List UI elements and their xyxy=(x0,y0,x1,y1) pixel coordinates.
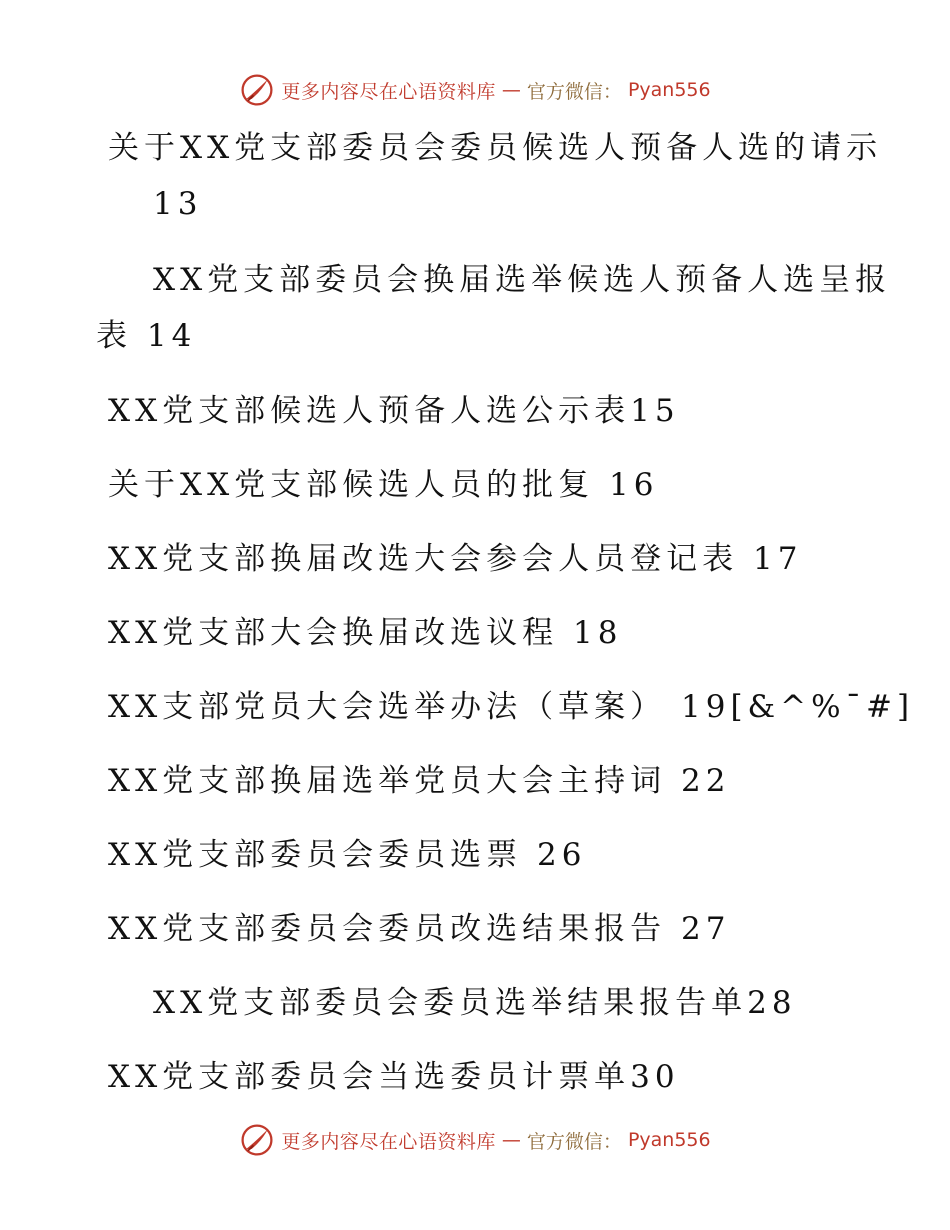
toc-entry-result-report-form: XX党支部委员会委员选举结果报告单28 xyxy=(153,985,797,1021)
toc-entry-host-speech: XX党支部换届选举党员大会主持词 22 xyxy=(108,763,731,799)
toc-entry-request-candidates: 关于XX党支部委员会委员候选人预备人选的请示 xyxy=(108,130,883,166)
toc-entry-candidate-report-cont: 表 14 xyxy=(96,318,197,354)
toc-entry-page-number: 13 xyxy=(153,186,203,222)
toc-entry-vote-tally: XX党支部委员会当选委员计票单30 xyxy=(108,1059,680,1095)
watermark-official-label: 官方微信： xyxy=(526,1130,622,1153)
toc-entry-ballot: XX党支部委员会委员选票 26 xyxy=(108,837,587,873)
watermark-account: Pyan556 xyxy=(627,1129,711,1151)
watermark-account: Pyan556 xyxy=(627,79,711,101)
toc-entry-public-notice: XX党支部候选人预备人选公示表15 xyxy=(108,393,680,429)
toc-entry-attendee-register: XX党支部换届改选大会参会人员登记表 17 xyxy=(108,541,803,577)
toc-entry-result-report: XX党支部委员会委员改选结果报告 27 xyxy=(108,911,731,947)
toc-entry-candidate-report: XX党支部委员会换届选举候选人预备人选呈报 xyxy=(153,262,892,298)
quill-pen-seal-icon xyxy=(239,72,275,108)
watermark-site-text: 更多内容尽在心语资料库 xyxy=(281,80,496,103)
toc-entry-agenda: XX党支部大会换届改选议程 18 xyxy=(108,615,623,651)
quill-pen-seal-icon xyxy=(239,1122,275,1158)
watermark-header xyxy=(0,70,950,110)
watermark-dash: — xyxy=(501,1129,521,1151)
toc-entry-approval: 关于XX党支部候选人员的批复 16 xyxy=(108,467,659,503)
toc-entry-election-method: XX支部党员大会选举办法（草案） 19[&^%¯#] xyxy=(108,689,915,725)
watermark-site-text: 更多内容尽在心语资料库 xyxy=(281,1130,496,1153)
watermark-dash: — xyxy=(501,79,521,101)
watermark-footer xyxy=(0,1120,950,1160)
watermark-official-label: 官方微信： xyxy=(526,80,622,103)
